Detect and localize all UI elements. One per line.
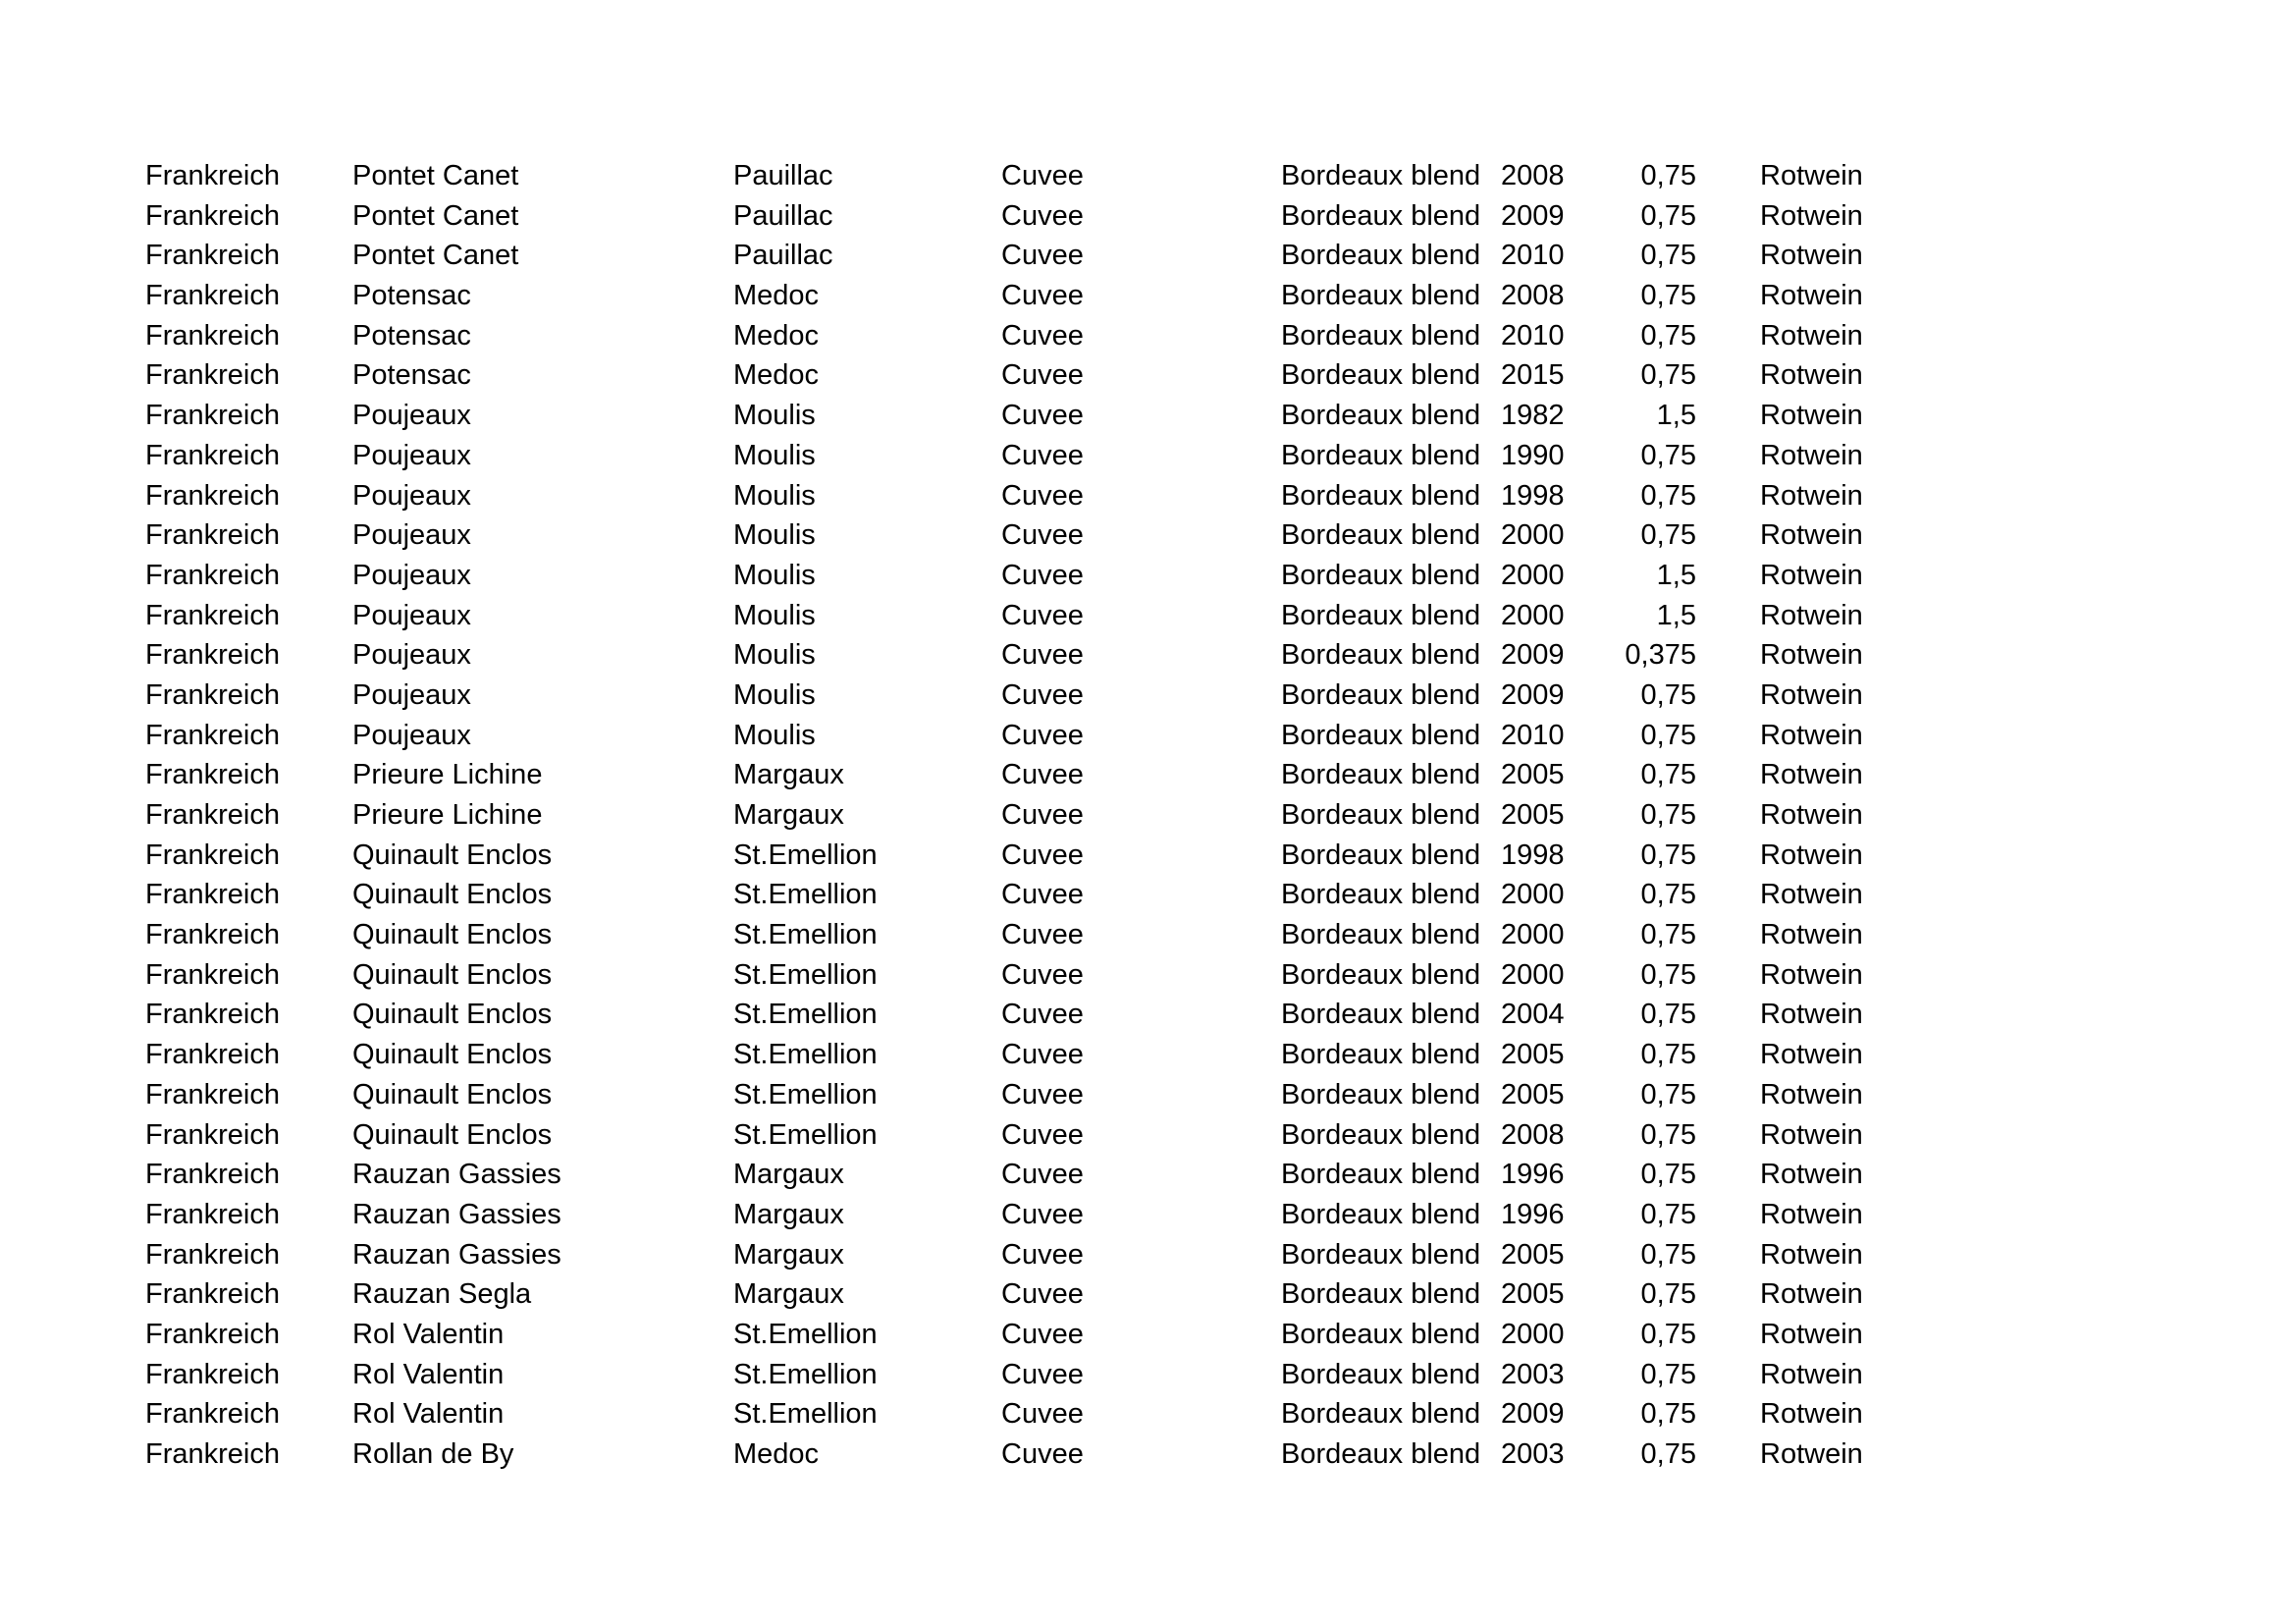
vintage-cell: 1998 xyxy=(1501,839,1565,871)
grape-cell: Bordeaux blend xyxy=(1281,678,1481,711)
country-cell: Frankreich xyxy=(145,1358,280,1390)
wine-type-cell: Rotwein xyxy=(1760,678,1863,711)
grape-cell: Bordeaux blend xyxy=(1281,240,1481,272)
cuvee-cell: Cuvee xyxy=(1001,639,1084,672)
bottle-size-cell: 0,75 xyxy=(1640,719,1696,751)
vintage-cell: 2015 xyxy=(1501,359,1565,392)
region-cell: St.Emellion xyxy=(733,1358,878,1390)
bottle-size-cell: 0,75 xyxy=(1640,1039,1696,1071)
table-row xyxy=(0,1277,2296,1318)
vintage-cell: 2000 xyxy=(1501,1318,1565,1350)
wine-type-cell: Rotwein xyxy=(1760,1278,1863,1311)
bottle-size-cell: 0,75 xyxy=(1640,919,1696,951)
grape-cell: Bordeaux blend xyxy=(1281,839,1481,871)
region-cell: St.Emellion xyxy=(733,1318,878,1350)
wine-type-cell: Rotwein xyxy=(1760,1358,1863,1390)
grape-cell: Bordeaux blend xyxy=(1281,1078,1481,1110)
grape-cell: Bordeaux blend xyxy=(1281,1198,1481,1230)
producer-cell: Pontet Canet xyxy=(352,240,519,272)
bottle-size-cell: 0,75 xyxy=(1640,799,1696,831)
grape-cell: Bordeaux blend xyxy=(1281,199,1481,232)
bottle-size-cell: 0,75 xyxy=(1640,1118,1696,1151)
vintage-cell: 1996 xyxy=(1501,1198,1565,1230)
cuvee-cell: Cuvee xyxy=(1001,879,1084,911)
producer-cell: Rol Valentin xyxy=(352,1318,505,1350)
bottle-size-cell: 0,75 xyxy=(1640,439,1696,471)
country-cell: Frankreich xyxy=(145,1398,280,1431)
wine-type-cell: Rotwein xyxy=(1760,1078,1863,1110)
bottle-size-cell: 0,75 xyxy=(1640,519,1696,552)
producer-cell: Poujeaux xyxy=(352,519,471,552)
bottle-size-cell: 0,75 xyxy=(1640,678,1696,711)
cuvee-cell: Cuvee xyxy=(1001,199,1084,232)
producer-cell: Rollan de By xyxy=(352,1438,514,1470)
bottle-size-cell: 0,75 xyxy=(1640,958,1696,991)
vintage-cell: 2008 xyxy=(1501,280,1565,312)
vintage-cell: 2003 xyxy=(1501,1358,1565,1390)
bottle-size-cell: 0,75 xyxy=(1640,160,1696,191)
region-cell: Margaux xyxy=(733,1238,844,1271)
country-cell: Frankreich xyxy=(145,678,280,711)
region-cell: St.Emellion xyxy=(733,839,878,871)
bottle-size-cell: 0,75 xyxy=(1640,280,1696,312)
region-cell: Moulis xyxy=(733,719,816,751)
bottle-size-cell: 0,75 xyxy=(1640,879,1696,911)
region-cell: Moulis xyxy=(733,439,816,471)
country-cell: Frankreich xyxy=(145,1159,280,1191)
grape-cell: Bordeaux blend xyxy=(1281,479,1481,512)
country-cell: Frankreich xyxy=(145,1039,280,1071)
producer-cell: Potensac xyxy=(352,280,471,312)
table-row xyxy=(0,1397,2296,1437)
producer-cell: Quinault Enclos xyxy=(352,879,553,911)
cuvee-cell: Cuvee xyxy=(1001,919,1084,951)
country-cell: Frankreich xyxy=(145,1318,280,1350)
bottle-size-cell: 0,75 xyxy=(1640,1278,1696,1311)
producer-cell: Poujeaux xyxy=(352,719,471,751)
country-cell: Frankreich xyxy=(145,879,280,911)
region-cell: St.Emellion xyxy=(733,1118,878,1151)
grape-cell: Bordeaux blend xyxy=(1281,1438,1481,1470)
country-cell: Frankreich xyxy=(145,919,280,951)
cuvee-cell: Cuvee xyxy=(1001,1278,1084,1311)
wine-type-cell: Rotwein xyxy=(1760,839,1863,871)
vintage-cell: 2009 xyxy=(1501,199,1565,232)
country-cell: Frankreich xyxy=(145,799,280,831)
region-cell: Moulis xyxy=(733,559,816,591)
country-cell: Frankreich xyxy=(145,160,280,191)
bottle-size-cell: 1,5 xyxy=(1656,599,1696,631)
bottle-size-cell: 1,5 xyxy=(1656,400,1696,432)
bottle-size-cell: 0,75 xyxy=(1640,1318,1696,1350)
table-row xyxy=(0,719,2296,759)
vintage-cell: 1982 xyxy=(1501,400,1565,432)
cuvee-cell: Cuvee xyxy=(1001,519,1084,552)
producer-cell: Rauzan Gassies xyxy=(352,1159,561,1191)
cuvee-cell: Cuvee xyxy=(1001,719,1084,751)
cuvee-cell: Cuvee xyxy=(1001,759,1084,791)
wine-type-cell: Rotwein xyxy=(1760,1238,1863,1271)
cuvee-cell: Cuvee xyxy=(1001,958,1084,991)
producer-cell: Poujeaux xyxy=(352,479,471,512)
country-cell: Frankreich xyxy=(145,319,280,352)
country-cell: Frankreich xyxy=(145,599,280,631)
wine-type-cell: Rotwein xyxy=(1760,919,1863,951)
region-cell: Pauillac xyxy=(733,160,833,191)
table-row xyxy=(0,758,2296,798)
bottle-size-cell: 0,75 xyxy=(1640,479,1696,512)
region-cell: Medoc xyxy=(733,1438,820,1470)
producer-cell: Poujeaux xyxy=(352,439,471,471)
grape-cell: Bordeaux blend xyxy=(1281,1318,1481,1350)
producer-cell: Poujeaux xyxy=(352,559,471,591)
bottle-size-cell: 0,75 xyxy=(1640,839,1696,871)
country-cell: Frankreich xyxy=(145,400,280,432)
country-cell: Frankreich xyxy=(145,519,280,552)
country-cell: Frankreich xyxy=(145,639,280,672)
producer-cell: Quinault Enclos xyxy=(352,1078,553,1110)
region-cell: Moulis xyxy=(733,599,816,631)
wine-type-cell: Rotwein xyxy=(1760,1118,1863,1151)
vintage-cell: 2000 xyxy=(1501,559,1565,591)
cuvee-cell: Cuvee xyxy=(1001,319,1084,352)
grape-cell: Bordeaux blend xyxy=(1281,1039,1481,1071)
country-cell: Frankreich xyxy=(145,719,280,751)
producer-cell: Rol Valentin xyxy=(352,1358,505,1390)
grape-cell: Bordeaux blend xyxy=(1281,1238,1481,1271)
country-cell: Frankreich xyxy=(145,1118,280,1151)
vintage-cell: 2005 xyxy=(1501,759,1565,791)
grape-cell: Bordeaux blend xyxy=(1281,799,1481,831)
cuvee-cell: Cuvee xyxy=(1001,400,1084,432)
region-cell: St.Emellion xyxy=(733,1398,878,1431)
grape-cell: Bordeaux blend xyxy=(1281,280,1481,312)
vintage-cell: 2010 xyxy=(1501,319,1565,352)
region-cell: Medoc xyxy=(733,359,820,392)
vintage-cell: 2003 xyxy=(1501,1438,1565,1470)
vintage-cell: 2010 xyxy=(1501,240,1565,272)
country-cell: Frankreich xyxy=(145,759,280,791)
country-cell: Frankreich xyxy=(145,958,280,991)
grape-cell: Bordeaux blend xyxy=(1281,1118,1481,1151)
grape-cell: Bordeaux blend xyxy=(1281,999,1481,1031)
region-cell: St.Emellion xyxy=(733,1078,878,1110)
cuvee-cell: Cuvee xyxy=(1001,359,1084,392)
bottle-size-cell: 0,75 xyxy=(1640,1438,1696,1470)
country-cell: Frankreich xyxy=(145,359,280,392)
wine-type-cell: Rotwein xyxy=(1760,1398,1863,1431)
producer-cell: Rauzan Gassies xyxy=(352,1198,561,1230)
wine-type-cell: Rotwein xyxy=(1760,359,1863,392)
vintage-cell: 1996 xyxy=(1501,1159,1565,1191)
region-cell: Margaux xyxy=(733,799,844,831)
table-row xyxy=(0,1358,2296,1398)
cuvee-cell: Cuvee xyxy=(1001,240,1084,272)
cuvee-cell: Cuvee xyxy=(1001,1358,1084,1390)
table-row xyxy=(0,279,2296,319)
country-cell: Frankreich xyxy=(145,1238,280,1271)
grape-cell: Bordeaux blend xyxy=(1281,160,1481,191)
grape-cell: Bordeaux blend xyxy=(1281,1398,1481,1431)
grape-cell: Bordeaux blend xyxy=(1281,1278,1481,1311)
table-row xyxy=(0,439,2296,479)
country-cell: Frankreich xyxy=(145,199,280,232)
bottle-size-cell: 0,75 xyxy=(1640,1398,1696,1431)
grape-cell: Bordeaux blend xyxy=(1281,599,1481,631)
vintage-cell: 1990 xyxy=(1501,439,1565,471)
cuvee-cell: Cuvee xyxy=(1001,559,1084,591)
country-cell: Frankreich xyxy=(145,999,280,1031)
producer-cell: Poujeaux xyxy=(352,400,471,432)
grape-cell: Bordeaux blend xyxy=(1281,958,1481,991)
wine-type-cell: Rotwein xyxy=(1760,519,1863,552)
producer-cell: Quinault Enclos xyxy=(352,839,553,871)
vintage-cell: 2009 xyxy=(1501,1398,1565,1431)
table-row xyxy=(0,1238,2296,1278)
producer-cell: Poujeaux xyxy=(352,599,471,631)
cuvee-cell: Cuvee xyxy=(1001,599,1084,631)
grape-cell: Bordeaux blend xyxy=(1281,359,1481,392)
bottle-size-cell: 0,375 xyxy=(1625,639,1696,672)
vintage-cell: 2008 xyxy=(1501,160,1565,191)
cuvee-cell: Cuvee xyxy=(1001,1039,1084,1071)
vintage-cell: 1998 xyxy=(1501,479,1565,512)
wine-type-cell: Rotwein xyxy=(1760,999,1863,1031)
producer-cell: Quinault Enclos xyxy=(352,999,553,1031)
cuvee-cell: Cuvee xyxy=(1001,1118,1084,1151)
wine-type-cell: Rotwein xyxy=(1760,199,1863,232)
wine-type-cell: Rotwein xyxy=(1760,639,1863,672)
bottle-size-cell: 0,75 xyxy=(1640,240,1696,272)
table-row xyxy=(0,958,2296,999)
wine-type-cell: Rotwein xyxy=(1760,1039,1863,1071)
cuvee-cell: Cuvee xyxy=(1001,479,1084,512)
cuvee-cell: Cuvee xyxy=(1001,1159,1084,1191)
table-row xyxy=(0,839,2296,879)
grape-cell: Bordeaux blend xyxy=(1281,559,1481,591)
producer-cell: Rauzan Segla xyxy=(352,1278,532,1311)
wine-type-cell: Rotwein xyxy=(1760,1198,1863,1230)
region-cell: Moulis xyxy=(733,678,816,711)
table-row xyxy=(0,599,2296,639)
grape-cell: Bordeaux blend xyxy=(1281,639,1481,672)
table-row xyxy=(0,159,2296,199)
bottle-size-cell: 0,75 xyxy=(1640,1198,1696,1230)
country-cell: Frankreich xyxy=(145,1078,280,1110)
table-row xyxy=(0,239,2296,279)
table-row xyxy=(0,878,2296,918)
cuvee-cell: Cuvee xyxy=(1001,1238,1084,1271)
bottle-size-cell: 0,75 xyxy=(1640,1159,1696,1191)
region-cell: Margaux xyxy=(733,759,844,791)
table-row xyxy=(0,479,2296,519)
wine-type-cell: Rotwein xyxy=(1760,879,1863,911)
table-row xyxy=(0,1318,2296,1358)
producer-cell: Quinault Enclos xyxy=(352,1118,553,1151)
table-row xyxy=(0,199,2296,240)
producer-cell: Prieure Lichine xyxy=(352,759,543,791)
wine-type-cell: Rotwein xyxy=(1760,319,1863,352)
bottle-size-cell: 0,75 xyxy=(1640,1238,1696,1271)
vintage-cell: 2008 xyxy=(1501,1118,1565,1151)
wine-type-cell: Rotwein xyxy=(1760,958,1863,991)
bottle-size-cell: 0,75 xyxy=(1640,759,1696,791)
producer-cell: Pontet Canet xyxy=(352,160,519,191)
grape-cell: Bordeaux blend xyxy=(1281,319,1481,352)
table-row xyxy=(0,678,2296,719)
table-row xyxy=(0,1198,2296,1238)
bottle-size-cell: 1,5 xyxy=(1656,559,1696,591)
region-cell: Medoc xyxy=(733,319,820,352)
wine-type-cell: Rotwein xyxy=(1760,559,1863,591)
producer-cell: Quinault Enclos xyxy=(352,958,553,991)
wine-type-cell: Rotwein xyxy=(1760,240,1863,272)
bottle-size-cell: 0,75 xyxy=(1640,319,1696,352)
region-cell: St.Emellion xyxy=(733,1039,878,1071)
wine-type-cell: Rotwein xyxy=(1760,799,1863,831)
region-cell: St.Emellion xyxy=(733,919,878,951)
wine-type-cell: Rotwein xyxy=(1760,599,1863,631)
grape-cell: Bordeaux blend xyxy=(1281,1358,1481,1390)
grape-cell: Bordeaux blend xyxy=(1281,759,1481,791)
country-cell: Frankreich xyxy=(145,240,280,272)
cuvee-cell: Cuvee xyxy=(1001,678,1084,711)
region-cell: St.Emellion xyxy=(733,879,878,911)
grape-cell: Bordeaux blend xyxy=(1281,400,1481,432)
grape-cell: Bordeaux blend xyxy=(1281,879,1481,911)
producer-cell: Prieure Lichine xyxy=(352,799,543,831)
cuvee-cell: Cuvee xyxy=(1001,280,1084,312)
cuvee-cell: Cuvee xyxy=(1001,1438,1084,1470)
region-cell: Margaux xyxy=(733,1159,844,1191)
country-cell: Frankreich xyxy=(145,1438,280,1470)
vintage-cell: 2005 xyxy=(1501,799,1565,831)
table-row xyxy=(0,998,2296,1038)
producer-cell: Quinault Enclos xyxy=(352,919,553,951)
table-row xyxy=(0,1118,2296,1159)
table-row xyxy=(0,399,2296,439)
producer-cell: Potensac xyxy=(352,359,471,392)
vintage-cell: 2000 xyxy=(1501,879,1565,911)
country-cell: Frankreich xyxy=(145,1198,280,1230)
wine-type-cell: Rotwein xyxy=(1760,280,1863,312)
table-row xyxy=(0,1158,2296,1198)
vintage-cell: 2009 xyxy=(1501,678,1565,711)
cuvee-cell: Cuvee xyxy=(1001,1318,1084,1350)
country-cell: Frankreich xyxy=(145,479,280,512)
cuvee-cell: Cuvee xyxy=(1001,1198,1084,1230)
table-row xyxy=(0,798,2296,839)
grape-cell: Bordeaux blend xyxy=(1281,519,1481,552)
table-row xyxy=(0,918,2296,958)
cuvee-cell: Cuvee xyxy=(1001,1078,1084,1110)
bottle-size-cell: 0,75 xyxy=(1640,999,1696,1031)
vintage-cell: 2009 xyxy=(1501,639,1565,672)
region-cell: Medoc xyxy=(733,280,820,312)
grape-cell: Bordeaux blend xyxy=(1281,1159,1481,1191)
cuvee-cell: Cuvee xyxy=(1001,439,1084,471)
region-cell: Moulis xyxy=(733,400,816,432)
region-cell: Margaux xyxy=(733,1198,844,1230)
wine-type-cell: Rotwein xyxy=(1760,1438,1863,1470)
vintage-cell: 2010 xyxy=(1501,719,1565,751)
table-row xyxy=(0,559,2296,599)
region-cell: Moulis xyxy=(733,639,816,672)
vintage-cell: 2000 xyxy=(1501,958,1565,991)
table-row xyxy=(0,1038,2296,1078)
region-cell: Moulis xyxy=(733,519,816,552)
bottle-size-cell: 0,75 xyxy=(1640,1078,1696,1110)
producer-cell: Poujeaux xyxy=(352,678,471,711)
producer-cell: Rol Valentin xyxy=(352,1398,505,1431)
cuvee-cell: Cuvee xyxy=(1001,839,1084,871)
wine-type-cell: Rotwein xyxy=(1760,759,1863,791)
cuvee-cell: Cuvee xyxy=(1001,799,1084,831)
table-row xyxy=(0,1078,2296,1118)
region-cell: Pauillac xyxy=(733,240,833,272)
vintage-cell: 2005 xyxy=(1501,1278,1565,1311)
region-cell: Margaux xyxy=(733,1278,844,1311)
country-cell: Frankreich xyxy=(145,1278,280,1311)
wine-type-cell: Rotwein xyxy=(1760,479,1863,512)
cuvee-cell: Cuvee xyxy=(1001,999,1084,1031)
wine-type-cell: Rotwein xyxy=(1760,160,1863,191)
region-cell: Pauillac xyxy=(733,199,833,232)
grape-cell: Bordeaux blend xyxy=(1281,919,1481,951)
country-cell: Frankreich xyxy=(145,559,280,591)
bottle-size-cell: 0,75 xyxy=(1640,359,1696,392)
producer-cell: Potensac xyxy=(352,319,471,352)
bottle-size-cell: 0,75 xyxy=(1640,199,1696,232)
vintage-cell: 2000 xyxy=(1501,519,1565,552)
table-row xyxy=(0,1437,2296,1478)
grape-cell: Bordeaux blend xyxy=(1281,719,1481,751)
vintage-cell: 2005 xyxy=(1501,1238,1565,1271)
wine-list-sheet xyxy=(0,159,2296,1478)
table-row xyxy=(0,358,2296,399)
region-cell: St.Emellion xyxy=(733,958,878,991)
table-row xyxy=(0,638,2296,678)
table-row xyxy=(0,319,2296,359)
vintage-cell: 2005 xyxy=(1501,1039,1565,1071)
wine-type-cell: Rotwein xyxy=(1760,439,1863,471)
region-cell: Moulis xyxy=(733,479,816,512)
vintage-cell: 2000 xyxy=(1501,599,1565,631)
producer-cell: Pontet Canet xyxy=(352,199,519,232)
wine-type-cell: Rotwein xyxy=(1760,400,1863,432)
producer-cell: Poujeaux xyxy=(352,639,471,672)
producer-cell: Rauzan Gassies xyxy=(352,1238,561,1271)
bottle-size-cell: 0,75 xyxy=(1640,1358,1696,1390)
wine-type-cell: Rotwein xyxy=(1760,719,1863,751)
grape-cell: Bordeaux blend xyxy=(1281,439,1481,471)
cuvee-cell: Cuvee xyxy=(1001,1398,1084,1431)
wine-type-cell: Rotwein xyxy=(1760,1318,1863,1350)
table-row xyxy=(0,518,2296,559)
vintage-cell: 2005 xyxy=(1501,1078,1565,1110)
country-cell: Frankreich xyxy=(145,280,280,312)
vintage-cell: 2000 xyxy=(1501,919,1565,951)
producer-cell: Quinault Enclos xyxy=(352,1039,553,1071)
cuvee-cell: Cuvee xyxy=(1001,160,1084,191)
country-cell: Frankreich xyxy=(145,439,280,471)
region-cell: St.Emellion xyxy=(733,999,878,1031)
country-cell: Frankreich xyxy=(145,839,280,871)
vintage-cell: 2004 xyxy=(1501,999,1565,1031)
wine-type-cell: Rotwein xyxy=(1760,1159,1863,1191)
